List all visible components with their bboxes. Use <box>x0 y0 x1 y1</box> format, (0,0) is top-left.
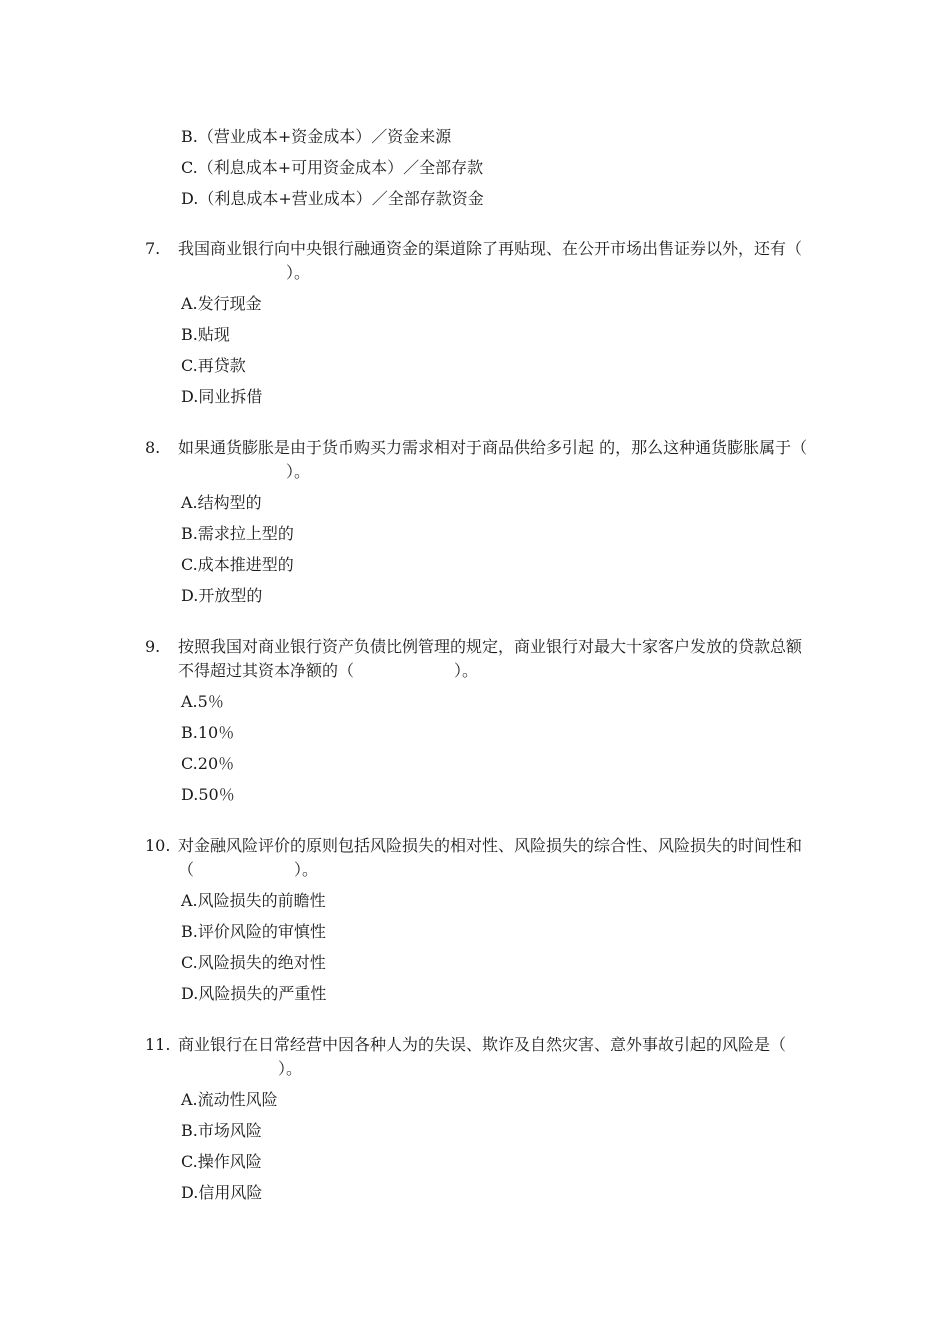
question-number: 11. <box>145 1035 171 1054</box>
option-c: C.操作风险 <box>181 1152 262 1171</box>
option-list <box>181 292 810 416</box>
option-b: B.10％ <box>181 723 235 742</box>
option-d: D.信用风险 <box>181 1183 263 1202</box>
question-number: 8. <box>145 438 161 457</box>
option-c: C.风险损失的绝对性 <box>181 953 326 972</box>
option-c: C.20％ <box>181 754 235 773</box>
option-c: C.成本推进型的 <box>181 555 294 574</box>
question-text: 按照我国对商业银行资产负债比例管理的规定，商业银行对最大十家客户发放的贷款总额不得超过其资本净额的（ ）。 <box>178 637 803 680</box>
option-d: D.开放型的 <box>181 586 263 605</box>
option-c: C.（利息成本+可用资金成本）／全部存款 <box>181 158 484 177</box>
question-number: 7. <box>145 239 161 258</box>
question-10 <box>145 834 810 1013</box>
question-number: 9. <box>145 637 161 656</box>
option-a: A.5％ <box>181 692 224 711</box>
option-a: A.结构型的 <box>181 493 262 512</box>
option-a: A.风险损失的前瞻性 <box>181 891 326 910</box>
question-text: 我国商业银行向中央银行融通资金的渠道除了再贴现、在公开市场出售证券以外，还有（）。 <box>178 239 803 282</box>
option-d: D.同业拆借 <box>181 387 263 406</box>
option-b: B.贴现 <box>181 325 230 344</box>
option-b: B.市场风险 <box>181 1121 262 1140</box>
option-b: B.（营业成本+资金成本）／资金来源 <box>181 127 452 146</box>
option-d: D.风险损失的严重性 <box>181 984 327 1003</box>
option-b: B.评价风险的审慎性 <box>181 922 326 941</box>
option-list <box>181 491 810 615</box>
question-text: 对金融风险评价的原则包括风险损失的相对性、风险损失的综合性、风险损失的时间性和（ ）。 <box>178 836 803 879</box>
question-text: 商业银行在日常经营中因各种人为的失误、欺诈及自然灾害、意外事故引起的风险是（）。 <box>178 1035 787 1078</box>
option-d: D.50％ <box>181 785 235 804</box>
question-11 <box>145 1033 810 1212</box>
option-b: B.需求拉上型的 <box>181 524 294 543</box>
question-text: 如果通货膨胀是由于货币购买力需求相对于商品供给多引起 的，那么这种通货膨胀属于（）。 <box>178 438 808 481</box>
option-list <box>181 889 810 1013</box>
previous-question-options <box>181 125 484 218</box>
option-list <box>181 690 810 814</box>
question-number: 10. <box>145 836 171 855</box>
question-8 <box>145 436 810 615</box>
question-9 <box>145 635 810 814</box>
option-a: A.发行现金 <box>181 294 262 313</box>
question-7 <box>145 237 810 416</box>
option-a: A.流动性风险 <box>181 1090 278 1109</box>
option-c: C.再贷款 <box>181 356 246 375</box>
option-list <box>181 1088 810 1212</box>
option-d: D.（利息成本+营业成本）／全部存款资金 <box>181 189 484 208</box>
